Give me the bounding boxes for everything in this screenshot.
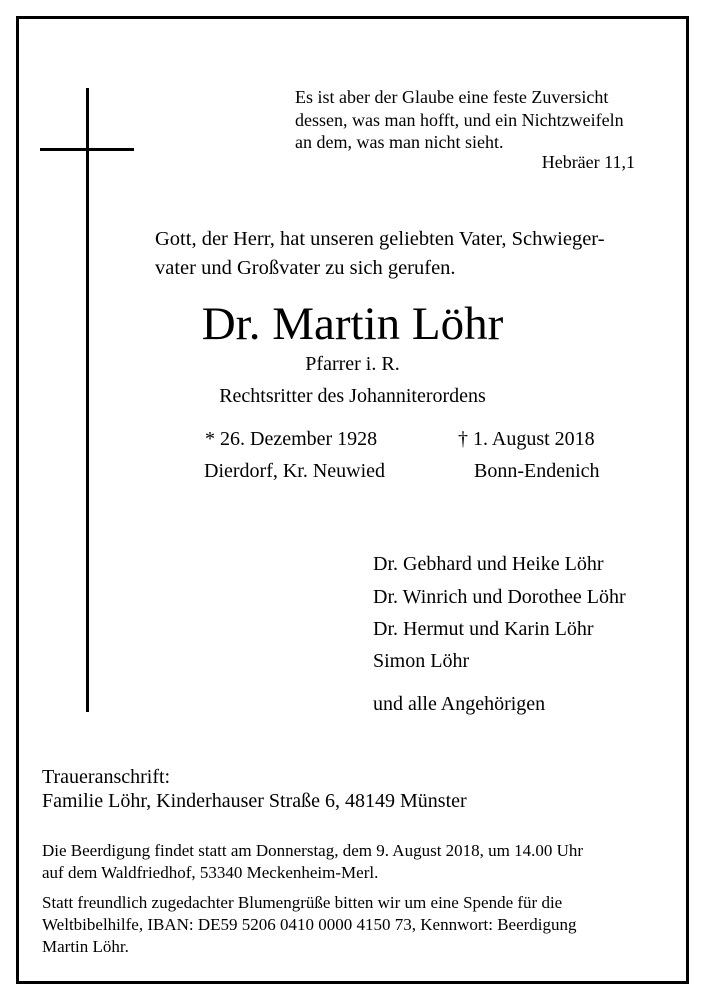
birth-place: Dierdorf, Kr. Neuwied <box>204 460 386 482</box>
donation-notice <box>42 892 666 958</box>
funeral-line: Die Beerdigung findet statt am Donnerstag, dem 9. August 2018, um 14.00 Uhr <box>42 841 584 860</box>
donation-line: Statt freundlich zugedachter Blumengrüße bitten wir um eine Spende für die <box>42 893 563 912</box>
funeral-line: auf dem Waldfriedhof, 53340 Meckenheim-Merl. <box>42 863 379 882</box>
verse-line: an dem, was man nicht sieht. <box>295 132 504 152</box>
deceased-name: Dr. Martin Löhr <box>201 298 504 350</box>
birth-date: * 26. Dezember 1928 <box>205 428 378 450</box>
funeral-notice <box>42 840 666 884</box>
mourner-name: Dr. Winrich und Dorothee Löhr <box>373 586 626 608</box>
address-label: Traueranschrift: <box>42 766 171 788</box>
cross-horizontal-bar <box>40 148 134 151</box>
verse-line: dessen, was man hofft, und ein Nichtzweifeln <box>295 109 624 130</box>
verse-line: Es ist aber der Glaube eine feste Zuversicht <box>295 87 609 107</box>
intro-line: Gott, der Herr, hat unseren geliebten Vater, Schwieger- <box>155 228 605 250</box>
mourner-name: Dr. Hermut und Karin Löhr <box>373 618 594 640</box>
verse-reference: Hebräer 11,1 <box>541 152 635 172</box>
donation-line: Weltbibelhilfe, IBAN: DE59 5206 0410 0000 4150 73, Kennwort: Beerdigung <box>42 915 577 934</box>
donation-line: Martin Löhr. <box>42 937 129 956</box>
address-value: Familie Löhr, Kinderhauser Straße 6, 48149 Münster <box>42 790 467 812</box>
mourner-name: Dr. Gebhard und Heike Löhr <box>373 553 604 575</box>
death-place: Bonn-Endenich <box>474 460 600 482</box>
deceased-order: Rechtsritter des Johanniterordens <box>219 385 486 407</box>
mourner-name: Simon Löhr <box>373 650 470 672</box>
intro-text <box>155 225 605 283</box>
bible-verse <box>295 86 624 154</box>
mourners-closing: und alle Angehörigen <box>373 693 546 715</box>
intro-line: vater und Großvater zu sich gerufen. <box>155 257 456 279</box>
death-date: † 1. August 2018 <box>458 428 595 450</box>
deceased-title: Pfarrer i. R. <box>305 353 400 375</box>
